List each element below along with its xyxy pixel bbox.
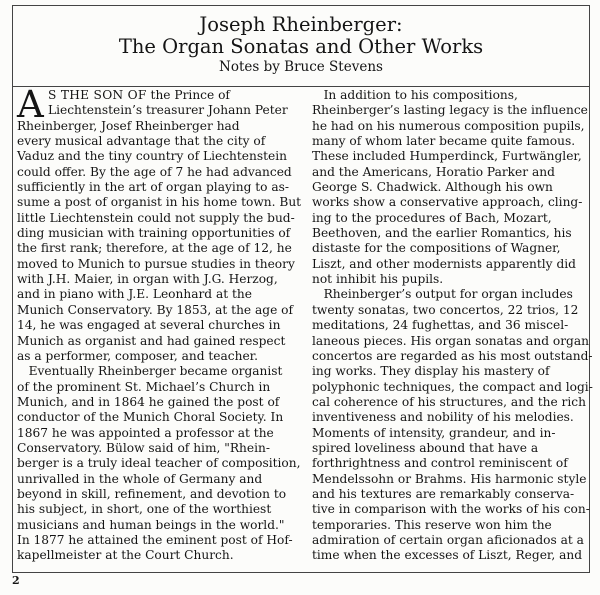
drop-cap: A xyxy=(17,83,44,126)
text-line: laneous pieces. His organ sonatas and organ xyxy=(312,333,589,348)
text-line: kapellmeister at the Court Church. xyxy=(17,548,234,563)
text-line: sume a post of organist in his home town. But xyxy=(17,195,302,210)
text-line: twenty sonatas, two concertos, 22 trios, 12 xyxy=(312,302,579,317)
text-line: with J.H. Maier, in organ with J.G. Herzog, xyxy=(17,272,278,287)
article-title-line-2: The Organ Sonatas and Other Works xyxy=(118,35,484,58)
text-line: beyond in skill, refinement, and devotion to xyxy=(17,486,287,501)
text-line: Munich Conservatory. By 1853, at the age of xyxy=(17,302,294,317)
text-line: Liszt, and other modernists apparently did xyxy=(312,256,576,271)
header-divider xyxy=(13,86,589,87)
text-line: Munich, and in 1864 he gained the post of xyxy=(17,394,280,409)
text-line: Vaduz and the tiny country of Liechtenstein xyxy=(17,149,287,164)
text-line: distaste for the compositions of Wagner, xyxy=(312,241,561,256)
text-line: musicians and human beings in the world." xyxy=(17,517,285,532)
text-line: time when the excesses of Liszt, Reger, and xyxy=(312,548,583,563)
text-line: of the prominent St. Michael’s Church in xyxy=(17,379,271,394)
text-line: unrivalled in the whole of Germany and xyxy=(17,471,263,486)
article-title-line-1: Joseph Rheinberger: xyxy=(199,13,403,36)
text-line: he had on his numerous composition pupils, xyxy=(312,118,585,133)
text-line: Rheinberger’s lasting legacy is the influence xyxy=(312,103,588,118)
text-line: These included Humperdinck, Furtwängler, xyxy=(312,149,582,164)
right-column xyxy=(312,88,593,564)
text-line: Moments of intensity, grandeur, and in- xyxy=(312,425,556,440)
text-line: berger is a truly ideal teacher of composition, xyxy=(17,456,301,471)
text-line: Conservatory. Bülow said of him, "Rhein- xyxy=(17,440,270,455)
first-line-smallcaps: S THE SON OF xyxy=(48,88,147,102)
text-line: works show a conservative approach, cling- xyxy=(312,195,583,210)
text-line: tive in comparison with the works of his con- xyxy=(312,502,590,517)
text-line: Rheinberger’s output for organ includes xyxy=(312,287,573,302)
text-line: polyphonic techniques, the compact and logi- xyxy=(312,379,593,394)
text-line: Eventually Rheinberger became organist xyxy=(17,364,283,379)
left-column xyxy=(17,83,302,564)
text-line: conductor of the Munich Choral Society. In xyxy=(17,410,284,425)
text-line: Liechtenstein’s treasurer Johann Peter xyxy=(48,103,288,118)
text-line: spired loveliness abound that have a xyxy=(312,440,539,455)
article-header xyxy=(13,14,589,76)
text-line: meditations, 24 fughettas, and 36 miscel- xyxy=(312,318,569,333)
text-line: 14, he was engaged at several churches in xyxy=(17,318,281,333)
text-line: and his textures are remarkably conserva- xyxy=(312,486,575,501)
text-line: and in piano with J.E. Leonhard at the xyxy=(17,287,252,302)
text-line: could offer. By the age of 7 he had advanced xyxy=(17,164,292,179)
text-line: Mendelssohn or Brahms. His harmonic style xyxy=(312,471,587,486)
text-line: his subject, in short, one of the worthiest xyxy=(17,502,272,517)
text-line: little Liechtenstein could not supply the bud- xyxy=(17,210,295,225)
text-line: admiration of certain organ aficionados at a xyxy=(312,532,584,547)
text-line: inventiveness and nobility of his melodies. xyxy=(312,410,574,425)
text-line: temporaries. This reserve won him the xyxy=(312,517,552,532)
text-line: In addition to his compositions, xyxy=(312,88,518,102)
text-line: moved to Munich to pursue studies in theory xyxy=(17,256,295,271)
text-line: ding musician with training opportunities of xyxy=(17,226,291,241)
text-line: and the Americans, Horatio Parker and xyxy=(312,164,555,179)
left-first-line xyxy=(17,88,299,103)
text-line: sufficiently in the art of organ playing to as- xyxy=(17,180,290,195)
article-author: Notes by Bruce Stevens xyxy=(219,59,383,75)
text-line: ing works. They display his mastery of xyxy=(312,364,550,379)
text-line: 1867 he was appointed a professor at the xyxy=(17,425,274,440)
first-line-rest: the Prince of xyxy=(146,88,230,102)
right-column-lines xyxy=(312,88,593,564)
text-line: not inhibit his pupils. xyxy=(312,272,444,287)
text-line: George S. Chadwick. Although his own xyxy=(312,180,553,195)
left-column-lines xyxy=(17,103,302,563)
text-line: Rheinberger, Josef Rheinberger had xyxy=(17,118,240,133)
text-line: the first rank; therefore, at the age of 12, he xyxy=(17,241,292,256)
text-line: ing to the procedures of Bach, Mozart, xyxy=(312,210,552,225)
text-line: many of whom later became quite famous. xyxy=(312,134,576,149)
text-line: forthrightness and control reminiscent of xyxy=(312,456,568,471)
text-line: concertos are regarded as his most outstand- xyxy=(312,348,593,363)
text-line: as a performer, composer, and teacher. xyxy=(17,348,259,363)
page-number: 2 xyxy=(12,574,20,587)
text-line: Beethoven, and the earlier Romantics, his xyxy=(312,226,572,241)
text-line: cal coherence of his structures, and the rich xyxy=(312,394,586,409)
text-line: every musical advantage that the city of xyxy=(17,134,266,149)
text-line: Munich as organist and had gained respect xyxy=(17,333,286,348)
text-line: In 1877 he attained the eminent post of Hof- xyxy=(17,532,293,547)
